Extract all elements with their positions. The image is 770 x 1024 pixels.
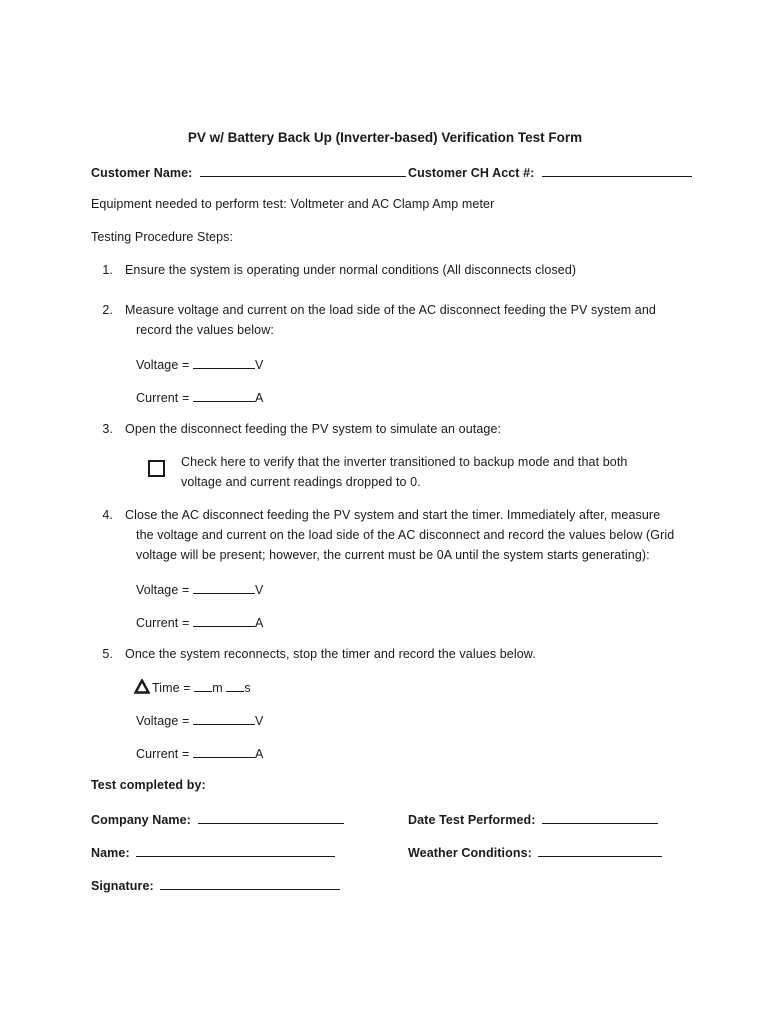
customer-name-label: Customer Name:: [91, 166, 193, 180]
step-4-line-3: voltage will be present; however, the current must be 0A until the system starts generating):: [136, 548, 650, 562]
current-unit: A: [254, 616, 264, 630]
current-unit: A: [254, 747, 264, 761]
current-input-line[interactable]: [193, 745, 255, 758]
time-seconds-line[interactable]: [226, 679, 244, 692]
name-input-line[interactable]: [136, 844, 335, 857]
equipment-text: Equipment needed to perform test: Voltmeter and AC Clamp Amp meter: [91, 197, 495, 211]
step-number: 5.: [102, 647, 113, 661]
step-text: Ensure the system is operating under normal conditions (All disconnects closed): [125, 263, 577, 277]
time-minutes-line[interactable]: [194, 679, 212, 692]
company-name-input-line[interactable]: [198, 811, 344, 824]
customer-name-field: [91, 164, 406, 180]
step-4-current: [136, 614, 263, 630]
voltage-input-line[interactable]: [193, 712, 255, 725]
current-input-line[interactable]: [193, 614, 255, 627]
step-number: 3.: [102, 422, 113, 436]
step-5-current: [136, 745, 263, 761]
delta-icon: [134, 679, 150, 697]
customer-name-input-line[interactable]: [200, 164, 406, 177]
signature-input-line[interactable]: [160, 877, 340, 890]
step-4-line-2: the voltage and current on the load side of the AC disconnect and record the values below (Grid: [136, 528, 675, 542]
weather-input-line[interactable]: [538, 844, 662, 857]
step-2: [91, 303, 656, 317]
form-title: PV w/ Battery Back Up (Inverter-based) Verification Test Form: [187, 130, 583, 145]
current-label: Current =: [136, 616, 193, 630]
verify-checkbox[interactable]: [148, 460, 165, 477]
step-2-voltage: [136, 356, 263, 372]
name-field: [91, 844, 335, 860]
time-s-unit: s: [244, 681, 251, 695]
date-label: Date Test Performed:: [408, 813, 536, 827]
step-number: 2.: [102, 303, 113, 317]
step-number: 1.: [102, 263, 113, 277]
step-1: [91, 263, 576, 277]
signature-field: [91, 877, 340, 893]
step-4: [91, 508, 660, 522]
step-5: [91, 647, 536, 661]
voltage-unit: V: [254, 714, 264, 728]
time-m-unit: m: [212, 681, 223, 695]
customer-acct-field: [408, 164, 692, 180]
customer-acct-input-line[interactable]: [542, 164, 692, 177]
check-text-line-2: voltage and current readings dropped to 0.: [181, 475, 421, 489]
step-2-current: [136, 389, 263, 405]
weather-field: [408, 844, 662, 860]
signature-label: Signature:: [91, 879, 154, 893]
current-input-line[interactable]: [193, 389, 255, 402]
time-label: Time =: [152, 681, 195, 695]
customer-acct-label: Customer CH Acct #:: [408, 166, 535, 180]
step-number: 4.: [102, 508, 113, 522]
voltage-label: Voltage =: [136, 714, 193, 728]
name-label: Name:: [91, 846, 130, 860]
date-field: [408, 811, 658, 827]
step-text: Once the system reconnects, stop the timer and record the values below.: [125, 647, 536, 661]
voltage-label: Voltage =: [136, 358, 193, 372]
step-5-voltage: [136, 712, 263, 728]
company-name-label: Company Name:: [91, 813, 191, 827]
current-label: Current =: [136, 391, 193, 405]
completed-by-heading: Test completed by:: [91, 778, 206, 792]
voltage-input-line[interactable]: [193, 356, 255, 369]
check-text-line-1: Check here to verify that the inverter transitioned to backup mode and that both: [181, 455, 628, 469]
weather-label: Weather Conditions:: [408, 846, 532, 860]
current-unit: A: [254, 391, 264, 405]
step-4-voltage: [136, 581, 263, 597]
step-3: [91, 422, 501, 436]
step-5-time: [134, 679, 251, 697]
step-2-line-2: record the values below:: [136, 323, 274, 337]
procedure-heading: Testing Procedure Steps:: [91, 230, 234, 244]
voltage-unit: V: [254, 358, 264, 372]
voltage-unit: V: [254, 583, 264, 597]
company-name-field: [91, 811, 344, 827]
step-text: Close the AC disconnect feeding the PV system and start the timer. Immediately after, measure: [125, 508, 661, 522]
step-text: Open the disconnect feeding the PV system to simulate an outage:: [125, 422, 502, 436]
current-label: Current =: [136, 747, 193, 761]
voltage-input-line[interactable]: [193, 581, 255, 594]
step-text: Measure voltage and current on the load side of the AC disconnect feeding the PV system and: [125, 303, 656, 317]
voltage-label: Voltage =: [136, 583, 193, 597]
date-input-line[interactable]: [542, 811, 658, 824]
